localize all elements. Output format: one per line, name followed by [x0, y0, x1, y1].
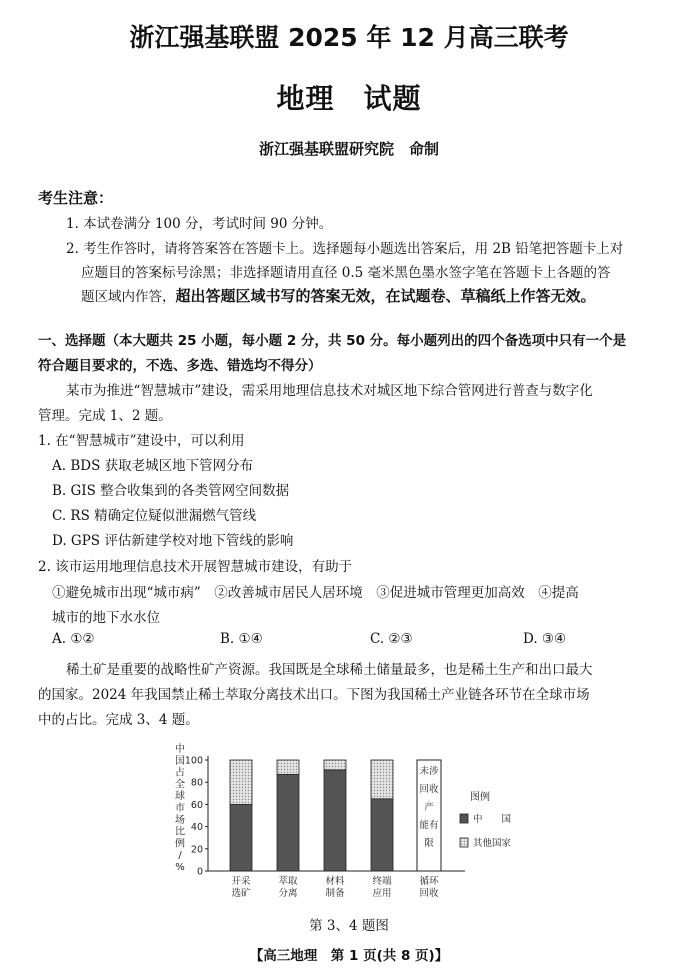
y-axis-label: [175, 742, 185, 873]
bar-china: [324, 770, 346, 871]
notice-title: 考生注意：: [38, 189, 114, 207]
y-tick-label: 0: [196, 866, 203, 878]
y-axis-label-char: 场: [175, 814, 185, 826]
annotation-line: 回收: [419, 784, 439, 795]
subject-title: 地理 试题: [276, 82, 422, 115]
x-category-label: 选矿: [231, 888, 251, 899]
x-category-label: 材料: [325, 876, 345, 887]
y-axis-label-char: 中: [175, 744, 185, 755]
y-tick-label: 40: [190, 822, 203, 834]
section-heading-line-1: 一、选择题（本大题共 25 小题，每小题 2 分，共 50 分。每小题列出的四个备选项中只有一个是: [38, 333, 627, 349]
bar-china: [230, 804, 252, 871]
y-tick-label: 100: [184, 755, 203, 767]
exam-title: 浙江强基联盟 2025 年 12 月高三联考: [129, 23, 569, 52]
y-tick-label: 60: [190, 799, 203, 811]
x-category-label: 分离: [278, 888, 298, 899]
notice-item-1: 1. 本试卷满分 100 分，考试时间 90 分钟。: [66, 216, 333, 232]
x-category-labels: [231, 875, 439, 899]
page-footer: 【高三地理 第 1 页(共 8 页)】: [249, 948, 449, 964]
maker-line: 浙江强基联盟研究院 命制: [258, 140, 439, 158]
figure-caption: 第 3、4 题图: [309, 918, 389, 934]
intro-2-line-3: 中的占比。完成 3、4 题。: [38, 712, 199, 728]
q2-options-line-1: ①避免城市出现“城市病” ②改善城市居民人居环境 ③促进城市管理更加高效 ④提高: [52, 585, 579, 601]
q2-option-b: B. ①④: [220, 631, 263, 647]
bar-other-countries: [371, 760, 393, 799]
legend-label: 其他国家: [473, 838, 512, 849]
x-category-label: 回收: [419, 888, 439, 899]
rare-earth-chart: [160, 738, 540, 908]
legend-swatch: [460, 814, 468, 823]
annotation-line: 限: [424, 838, 434, 849]
legend-swatch: [460, 838, 468, 847]
q1-option-d: D. GPS 评估新建学校对地下管线的影响: [52, 533, 294, 549]
q2-option-d: D. ③④: [523, 631, 567, 647]
q2-option-a: A. ①②: [52, 631, 95, 647]
y-axis-label-char: 全: [175, 779, 185, 791]
bar-china: [371, 799, 393, 871]
section-heading-line-2: 符合题目要求的，不选、多选、错选均不得分）: [38, 358, 322, 374]
y-tick-labels: [185, 756, 208, 878]
y-axis-label-char: 市: [175, 803, 185, 814]
x-category-label: 制备: [325, 888, 345, 899]
intro-1-line-2: 管理。完成 1、2 题。: [38, 408, 172, 424]
q1-option-b: B. GIS 整合收集到的各类管网空间数据: [52, 483, 290, 499]
intro-1-line-1: 某市为推进“智慧城市”建设，需采用地理信息技术对城区地下综合管网进行普查与数字化: [66, 383, 593, 399]
q2-option-c: C. ②③: [370, 631, 413, 647]
notice-item-2-line-3-normal: 题区域内作答，: [81, 289, 176, 305]
notice-item-2-line-3: [81, 285, 596, 306]
intro-2-line-1: 稀土矿是重要的战略性矿产资源。我国既是全球稀土储量最多，也是稀土生产和出口最大: [66, 662, 593, 678]
bar-other-countries: [230, 760, 252, 804]
y-axis-label-char: 比: [175, 826, 185, 838]
x-category-label: 萃取: [278, 876, 298, 887]
y-axis-label-char: 国: [175, 755, 185, 767]
y-axis-label-char: 球: [175, 791, 185, 803]
notice-item-2-line-1: 2. 考生作答时，请将答案答在答题卡上。选择题每小题选出答案后，用 2B 铅笔把答题卡上对: [66, 241, 624, 257]
y-axis-label-char: 例: [175, 838, 185, 850]
y-axis-label-char: /: [178, 850, 182, 862]
y-axis-label-char: %: [175, 862, 185, 873]
notice-item-2-line-2: 应题目的答案标号涂黑；非选择题请用直径 0.5 毫米黑色墨水签字笔在答题卡上各题的答: [81, 265, 611, 281]
q2-options-line-2: 城市的地下水水位: [52, 610, 160, 626]
x-category-label: 应用: [372, 888, 392, 899]
annotation-line: 未涉: [419, 766, 439, 777]
q1-stem: 1. 在“智慧城市”建设中，可以利用: [38, 433, 245, 449]
bar-other-countries: [277, 760, 299, 774]
x-category-label: 循环: [419, 876, 439, 887]
notice-warning: 超出答题区域书写的答案无效，在试题卷、草稿纸上作答无效。: [175, 287, 596, 305]
q1-option-c: C. RS 精确定位疑似泄漏燃气管线: [52, 508, 257, 524]
legend-label: 中 国: [473, 814, 512, 825]
chart-legend: [460, 790, 512, 849]
annotation-line: 产: [424, 802, 434, 813]
y-tick-label: 20: [190, 844, 203, 856]
annotation-line: 能有: [419, 820, 439, 831]
chart-bars: [230, 760, 441, 871]
bar-china: [277, 774, 299, 871]
x-category-label: 开采: [231, 876, 251, 887]
y-axis-label-char: 占: [175, 767, 185, 779]
q2-stem: 2. 该市运用地理信息技术开展智慧城市建设，有助于: [38, 559, 353, 575]
q1-option-a: A. BDS 获取老城区地下管网分布: [52, 458, 254, 474]
legend-title: 图例: [470, 792, 490, 803]
y-tick-label: 80: [190, 777, 203, 789]
intro-2-line-2: 的国家。2024 年我国禁止稀土萃取分离技术出口。下图为我国稀土产业链各环节在全球市场: [38, 687, 590, 703]
bar-other-countries: [324, 760, 346, 770]
x-category-label: 终端: [372, 876, 392, 887]
